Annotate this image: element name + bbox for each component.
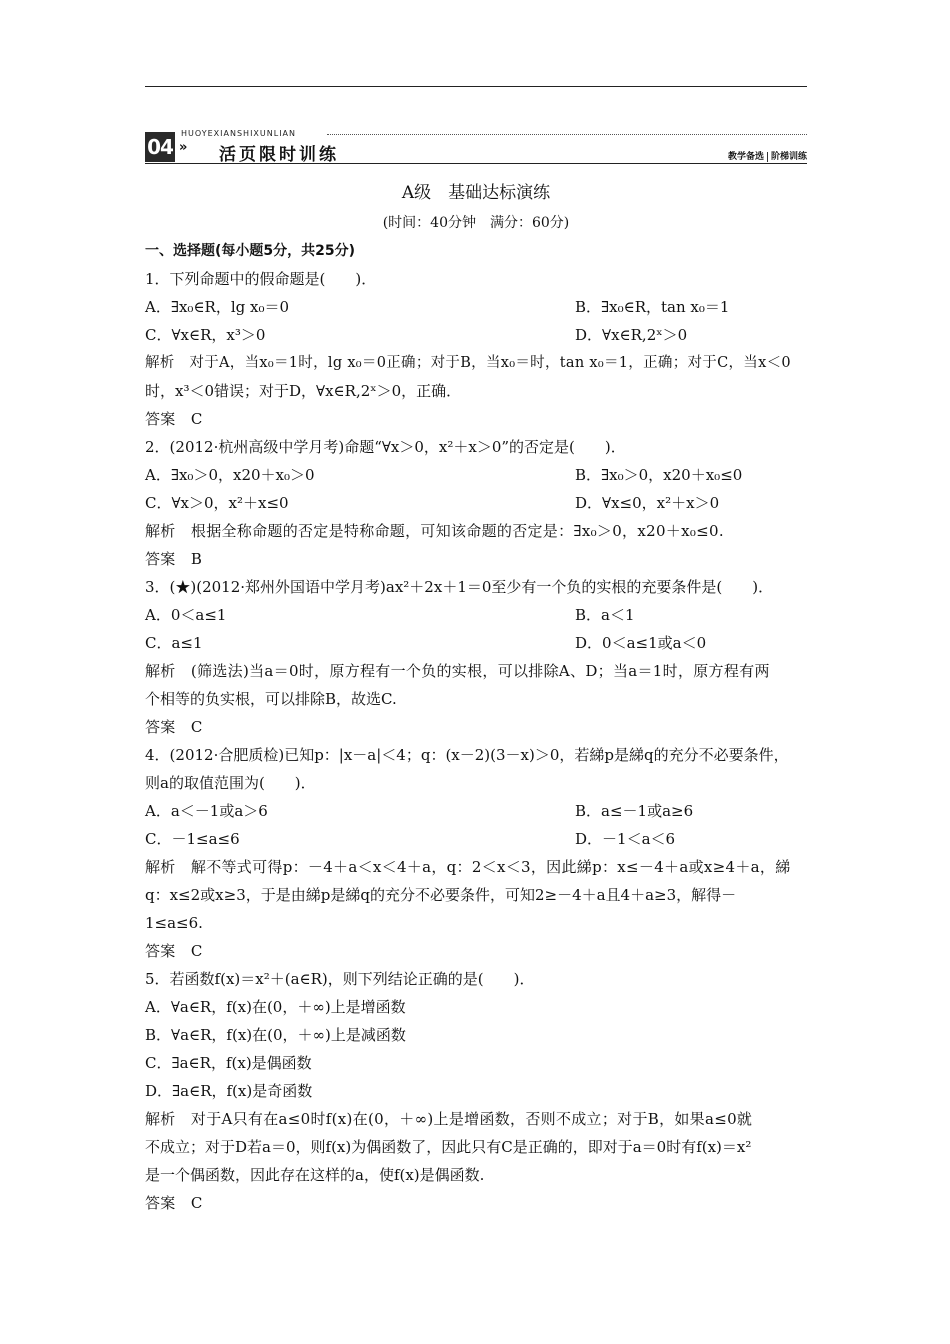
- banner-right-a: 教学备选: [727, 152, 764, 162]
- level-title: A级 基础达标演练: [401, 183, 551, 203]
- text-line-q3ans: 答案 C: [145, 718, 203, 736]
- text-line-q5s2: 不成立；对于D若a＝0，则f(x)为偶函数了，因此只有C是正确的，即对于a＝0时有f(x)＝x²: [145, 1138, 752, 1156]
- text-line-q5d: D．∃a∈R，f(x)是奇函数: [145, 1082, 313, 1100]
- text-line-q3s1: 解析 (筛选法)当a＝0时，原方程有一个负的实根，可以排除A、D；当a＝1时，原方程有两: [145, 662, 770, 680]
- text-line-q4a: A．a＜－1或a＞6: [145, 802, 268, 820]
- text-line-q1ans: 答案 C: [145, 410, 203, 428]
- text-line-q1s1: 解析 对于A，当x₀＝1时，lg x₀＝0正确；对于B，当x₀＝时，tan x₀＝1，正确；对于C，当x＜0: [145, 355, 791, 371]
- text-line-q1d: D．∀x∈R,2ˣ＞0: [575, 326, 688, 344]
- chevron-icon: »: [179, 140, 188, 155]
- text-line-q5: 5．若函数f(x)＝x²＋(a∈R)，则下列结论正确的是( )．: [145, 970, 535, 988]
- text-line-q2b: B．∃x₀＞0，x20＋x₀≤0: [575, 466, 743, 484]
- banner-right-b: 阶梯训练: [770, 152, 807, 162]
- text-line-q4bb: B．a≤－1或a≥6: [575, 802, 694, 820]
- text-line-q4b2: 则a的取值范围为( )．: [145, 774, 316, 792]
- text-line-q5s3: 是一个偶函数，因此存在这样的a，使f(x)是偶函数.: [145, 1166, 485, 1184]
- text-line-q1b: B．∃x₀∈R，tan x₀＝1: [575, 298, 730, 316]
- banner-title: 活页限时训练: [219, 145, 339, 165]
- text-line-q5s1: 解析 对于A只有在a≤0时f(x)在(0，＋∞)上是增函数，否则不成立；对于B，如果a≤0就: [145, 1110, 753, 1128]
- section-heading: 一、选择题(每小题5分，共25分): [145, 243, 356, 259]
- text-line-q3a: A．0＜a≤1: [145, 606, 227, 624]
- banner-number: 04: [145, 132, 175, 162]
- banner-dotted-line: [327, 134, 807, 135]
- text-line-q4d: D．－1＜a＜6: [575, 830, 676, 848]
- text-line-q2c: C．∀x＞0，x²＋x≤0: [145, 494, 289, 512]
- text-line-q2: 2．(2012·杭州高级中学月考)命题“∀x＞0，x²＋x＞0”的否定是( )．: [145, 438, 626, 456]
- text-line-q2a: A．∃x₀＞0，x20＋x₀＞0: [145, 466, 315, 484]
- text-line-q4s2: q：x≤2或x≥3，于是由綈p是綈q的充分不必要条件，可知2≥－4＋a且4＋a≥3，解得－: [145, 886, 737, 904]
- time-line: (时间：40分钟 满分：60分): [382, 215, 570, 231]
- text-line-q3b: B．a＜1: [575, 606, 635, 624]
- banner-right-label: [728, 149, 807, 162]
- text-line-q2ans: 答案 B: [145, 550, 203, 568]
- text-line-q2d: D．∀x≤0，x²＋x＞0: [575, 494, 720, 512]
- banner-bottom-rule: [145, 163, 807, 164]
- text-line-q4ans: 答案 C: [145, 942, 203, 960]
- text-line-q1s2: 时，x³＜0错误；对于D，∀x∈R,2ˣ＞0，正确．: [145, 382, 462, 400]
- banner-pinyin: HUOYEXIANSHIXUNLIAN: [181, 129, 297, 138]
- text-line-q4c: C．－1≤a≤6: [145, 830, 240, 848]
- text-line-q1c: C．∀x∈R，x³＞0: [145, 326, 266, 344]
- text-line-q1: 1．下列命题中的假命题是( )．: [145, 270, 377, 288]
- banner-separator: [767, 152, 768, 162]
- text-line-q4: 4．(2012·合肥质检)已知p：|x－a|＜4；q：(x－2)(3－x)＞0，若綈p是綈q的充分不必要条件，: [145, 746, 789, 764]
- text-line-q5b: B．∀a∈R，f(x)在(0，＋∞)上是减函数: [145, 1026, 406, 1044]
- top-rule: [145, 86, 807, 87]
- text-line-q1a: A．∃x₀∈R，lg x₀＝0: [145, 298, 290, 316]
- text-line-q3c: C．a≤1: [145, 634, 203, 652]
- text-line-q3s2: 个相等的负实根，可以排除B，故选C.: [145, 690, 397, 708]
- text-line-q5c: C．∃a∈R，f(x)是偶函数: [145, 1054, 312, 1072]
- text-line-q5ans: 答案 C: [145, 1194, 203, 1212]
- text-line-q4s3: 1≤a≤6.: [145, 914, 203, 932]
- text-line-q3: 3．(★)(2012·郑州外国语中学月考)ax²＋2x＋1＝0至少有一个负的实根的充要条件是( )．: [145, 578, 774, 596]
- section-banner: [145, 128, 807, 164]
- text-line-q2s1: 解析 根据全称命题的否定是特称命题，可知该命题的否定是：∃x₀＞0，x20＋x₀≤0.: [145, 522, 724, 540]
- text-line-q3d: D．0＜a≤1或a＜0: [575, 634, 707, 652]
- text-line-q4s1: 解析 解不等式可得p：－4＋a＜x＜4＋a，q：2＜x＜3，因此綈p：x≤－4＋a或x≥4＋a，綈: [145, 858, 791, 876]
- text-line-q5a: A．∀a∈R，f(x)在(0，＋∞)上是增函数: [145, 998, 406, 1016]
